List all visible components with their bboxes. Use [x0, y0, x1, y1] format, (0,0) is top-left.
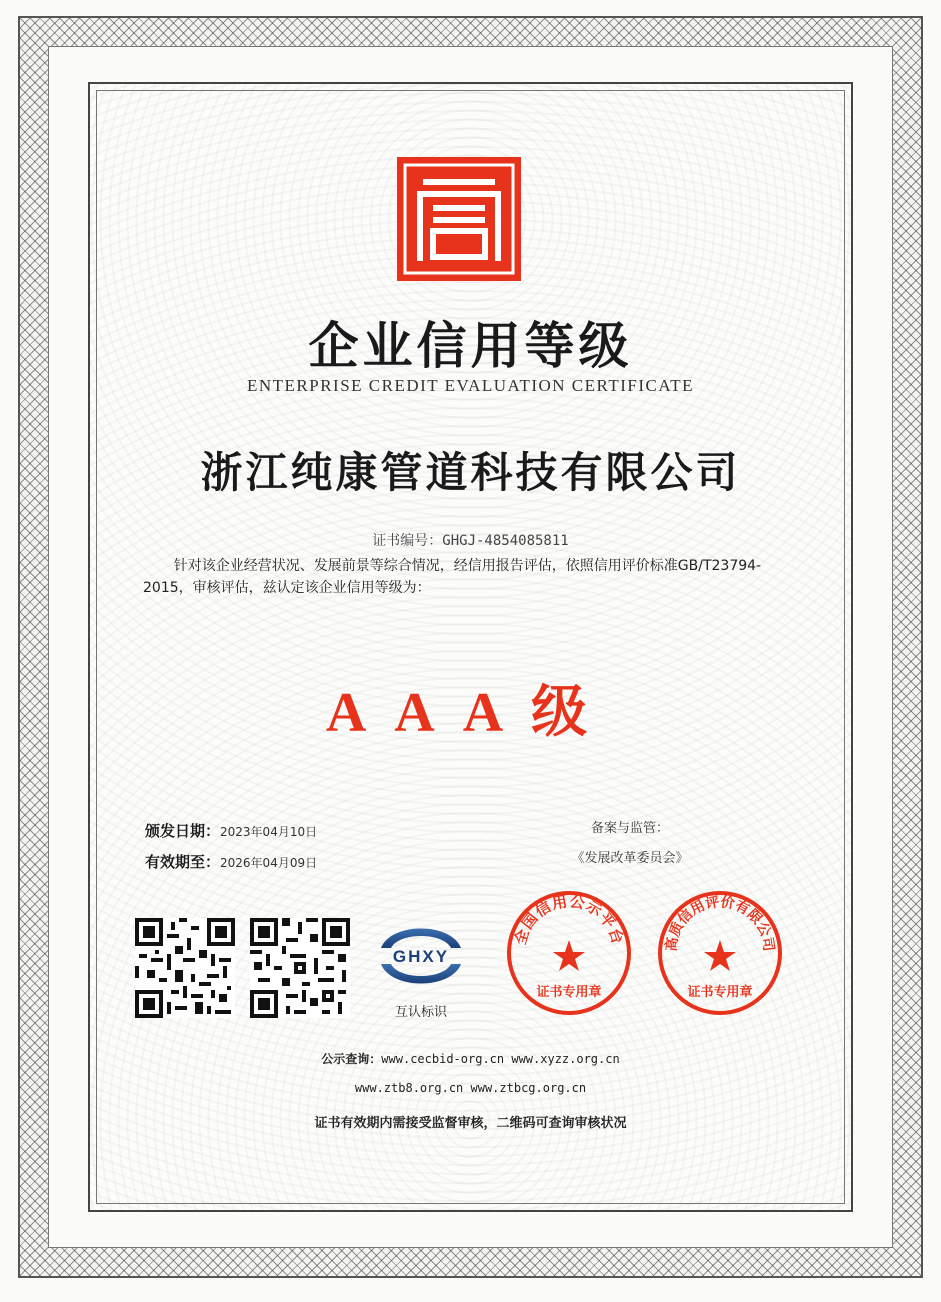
- official-seal-icon: [655, 888, 785, 1018]
- query-label: 公示查询：: [321, 1052, 382, 1066]
- seal-left-text: 全国信用公示平台: [511, 892, 627, 947]
- official-seal-icon: [504, 888, 634, 1018]
- certificate-description: 针对该企业经营状况、发展前景等综合情况，经信用报告评估，依照信用评价标准GB/T23794-2015，审核评估，兹认定该企业信用等级为：: [143, 558, 762, 596]
- company-name: 浙江纯康管道科技有限公司: [200, 448, 741, 497]
- valid-until-row: [145, 847, 317, 878]
- query-line-1: [0, 1050, 941, 1067]
- valid-until-label: 有效期至：: [145, 853, 221, 871]
- qr-code-icon[interactable]: [135, 918, 235, 1018]
- query-line-2: [0, 1081, 941, 1095]
- credit-logo-icon: [397, 157, 521, 281]
- date-block: [145, 816, 317, 878]
- query-urls-1[interactable]: www.cecbid-org.cn www.xyzz.org.cn: [381, 1052, 620, 1066]
- seal-right-bottom: 证书专用章: [687, 985, 753, 1000]
- issue-date-label: 颁发日期：: [145, 822, 221, 840]
- certificate-title: 企业信用等级: [308, 316, 633, 375]
- certificate-title-en: ENTERPRISE CREDIT EVALUATION CERTIFICATE: [247, 376, 694, 395]
- seal-right-text: 高质信用评价有限公司: [663, 894, 777, 953]
- svg-text:全国信用公示平台: [511, 892, 627, 947]
- seal-left-bottom: 证书专用章: [536, 985, 602, 1000]
- query-urls-2[interactable]: www.ztb8.org.cn www.ztbcg.org.cn: [354, 1081, 587, 1095]
- cert-no-value: GHGJ-4854085811: [442, 533, 569, 549]
- supervision-block: [560, 814, 700, 874]
- supervise-org: 《发展改革委员会》: [571, 851, 689, 866]
- cert-no-label: 证书编号：: [372, 533, 443, 549]
- qr-code-icon[interactable]: [250, 918, 350, 1018]
- certificate-number: [0, 530, 941, 550]
- valid-until-value: 2026年04月09日: [220, 856, 318, 870]
- mutual-mark-label: 互认标识: [394, 1005, 447, 1020]
- credit-grade: [0, 668, 941, 748]
- grade-value: AAA: [325, 682, 532, 744]
- issue-date-row: [145, 816, 317, 847]
- issue-date-value: 2023年04月10日: [220, 825, 318, 839]
- ghxy-logo-icon: [367, 914, 475, 998]
- grade-suffix: 级: [531, 682, 616, 744]
- supervise-label: 备案与监管：: [590, 821, 669, 836]
- validity-note: 证书有效期内需接受监督审核，二维码可查询审核状况: [314, 1116, 627, 1131]
- ghxy-text: GHXY: [392, 947, 450, 966]
